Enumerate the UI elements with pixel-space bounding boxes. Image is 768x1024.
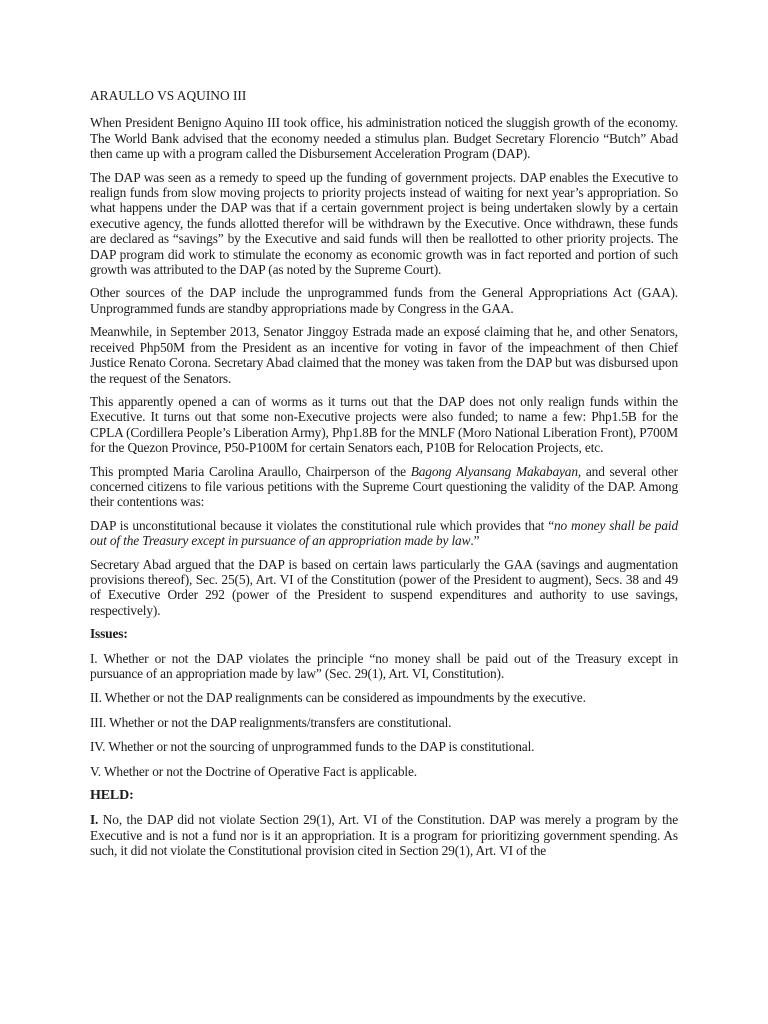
held-heading: HELD:	[90, 788, 134, 804]
issue-item: IV. Whether or not the sourcing of unprogrammed funds to the DAP is constitutional.	[90, 739, 535, 755]
held-paragraph-1	[90, 812, 678, 858]
contention-text-after: .”	[470, 533, 480, 549]
paragraph-estrada-expose: Meanwhile, in September 2013, Senator Jinggoy Estrada made an exposé claiming that he, and other Senators, received Php50M from the President as an incentive for voting in favor of the impeachment of then Chief Justice Renato Corona. Secretary Abad claimed that the money was taken from the DAP but was disbursed upon the request of the Senators.	[90, 324, 678, 386]
organization-name: Bagong Alyansang Makabayan	[410, 463, 578, 479]
held-label: I.	[90, 812, 99, 828]
issues-heading: Issues:	[90, 626, 128, 642]
paragraph-non-executive-projects: This apparently opened a can of worms as it turns out that the DAP does not only realign funds within the Executive. It turns out that some non-Executive projects were also funded; to name a few: Php1.5B for the CPLA (Cordillera People’s Liberation Army), Php1.8B for the MNLF (Moro National Liberation Front), P700M for the Quezon Province, P50-P100M for certain Senators each, P10B for Relocation Projects, etc.	[90, 393, 678, 456]
paragraph-intro: When President Benigno Aquino III took office, his administration noticed the sluggish growth of the economy. The World Bank advised that the economy needed a stimulus plan. Budget Secretary Florencio “Butch” Abad then came up with a program called the Disbursement Acceleration Program (DAP).	[90, 115, 678, 162]
issue-item: I. Whether or not the DAP violates the principle “no money shall be paid out of the Treasury except in pursuance of an appropriation made by law” (Sec. 29(1), Art. VI, Constitution).	[90, 650, 678, 681]
issue-item: III. Whether or not the DAP realignments/transfers are constitutional.	[90, 714, 452, 730]
issue-item: V. Whether or not the Doctrine of Operative Fact is applicable.	[90, 763, 417, 779]
petition-text-after: , and several other concerned citizens to file various petitions with the Supreme Court questioning the validity of the DAP. Among their contentions was:	[90, 463, 678, 510]
document-title: ARAULLO VS AQUINO III	[90, 88, 247, 103]
constitutional-quote: no money shall be paid out of the Treasury except in pursuance of an appropriation made by law	[90, 517, 679, 549]
paragraph-other-sources: Other sources of the DAP include the unprogrammed funds from the General Appropriations Act (GAA). Unprogrammed funds are standby appropriations made by Congress in the GAA.	[90, 285, 678, 316]
held-text: No, the DAP did not violate Section 29(1), Art. VI of the Constitution. DAP was merely a program by the Executive and is not a fund nor is it an appropriation. It is a program for prioritizing government spending. As such, it did not violate the Constitutional provision cited in Section 29(1), Art. VI of the	[90, 812, 678, 859]
paragraph-contention	[90, 518, 678, 549]
contention-text-before: DAP is unconstitutional because it violates the constitutional rule which provides that “	[90, 517, 554, 533]
paragraph-dap-remedy: The DAP was seen as a remedy to speed up the funding of government projects. DAP enables the Executive to realign funds from slow moving projects to priority projects instead of waiting for next year’s appropriation. So what happens under the DAP was that if a certain government project is being undertaken slowly by a certain executive agency, the funds allotted therefor will be withdrawn by the Executive. Once withdrawn, these funds are declared as “savings” by the Executive and said funds will then be reallotted to other priority projects. The DAP program did work to stimulate the economy as economic growth was in fact reported and portion of such growth was attributed to the DAP (as noted by the Supreme Court).	[90, 169, 678, 278]
document-page	[90, 88, 678, 867]
issue-item: II. Whether or not the DAP realignments can be considered as impoundments by the executive.	[90, 690, 586, 706]
petition-text-before: This prompted Maria Carolina Araullo, Chairperson of the	[90, 463, 411, 479]
paragraph-abad-argument: Secretary Abad argued that the DAP is based on certain laws particularly the GAA (savings and augmentation provisions thereof), Sec. 25(5), Art. VI of the Constitution (power of the President to augment), Secs. 38 and 49 of Executive Order 292 (power of the President to suspend expenditures and authority to use savings, respectively).	[90, 556, 678, 618]
paragraph-petition	[90, 464, 678, 510]
